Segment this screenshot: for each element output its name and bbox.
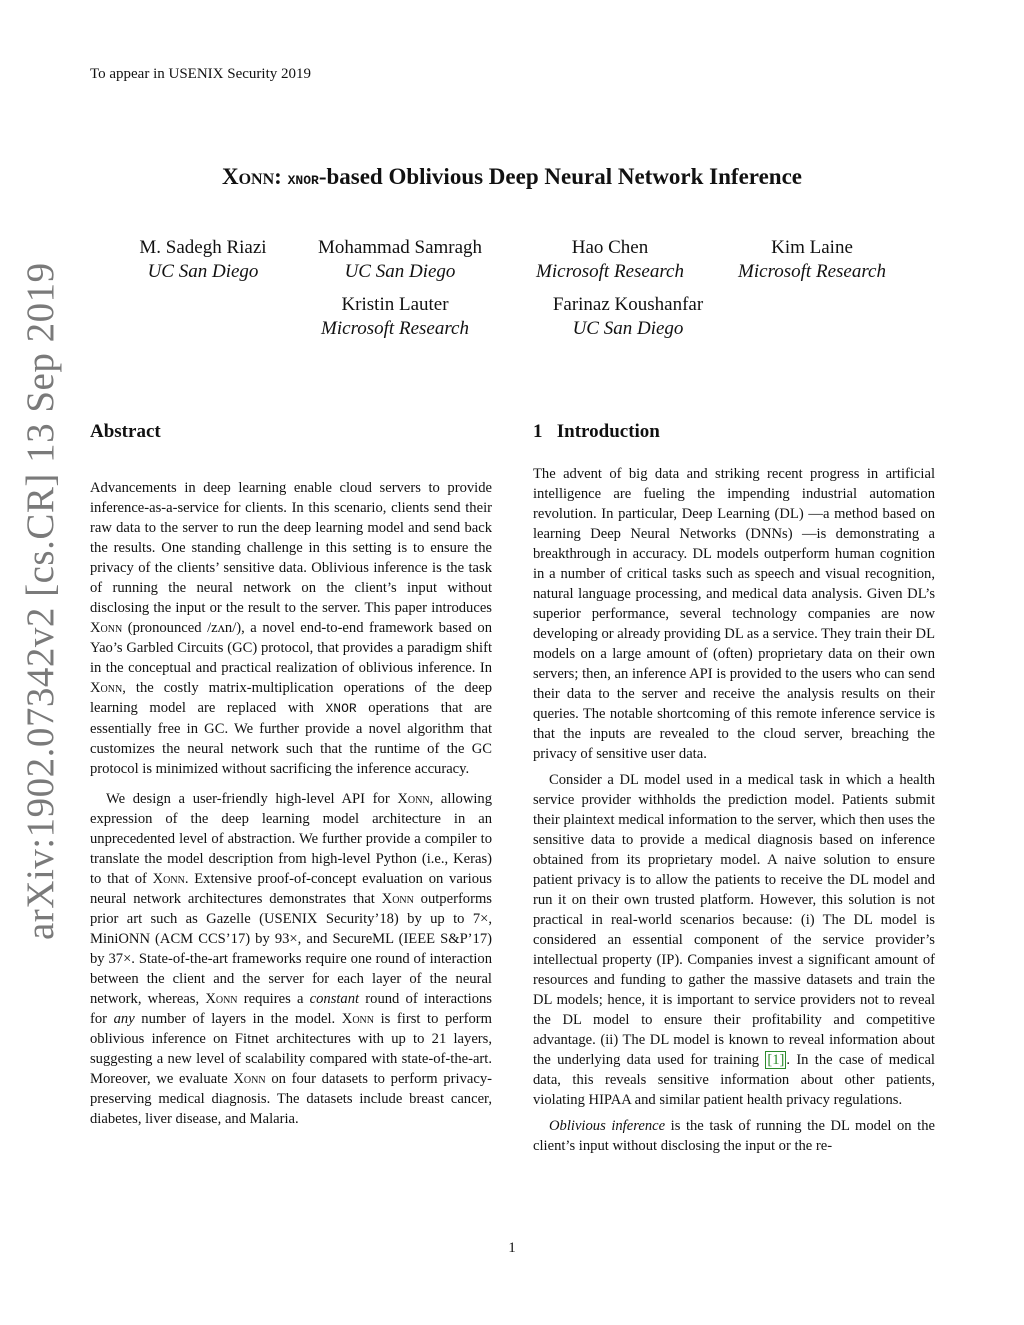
abstract-text: outperforms prior art such as Gazelle (USENIX Security’18) by up to 7×, MiniONN (ACM CCS’17) by 93×, and SecureML (IEEE S&P’17) by 37×. State-of-the-art frameworks require one round of interaction between the client and the server for each layer of the neural network, whereas, (90, 891, 492, 1007)
author-name: Farinaz Koushanfar (552, 294, 704, 315)
system-name: Xonn (152, 871, 185, 887)
paper-title (0, 164, 1024, 190)
intro-text: Consider a DL model used in a medical task in which a health service provider withholds the prediction model. Patients submit their plaintext medical information to the server, which then uses the sensitive data to provide a medical diagnosis based on inference obtained from its proprietary model. A naive solution to ensure patient privacy is to allow the patients to receive the DL model and run it on their own trusted platform. However, this solution is not practical in real-world scenarios because: (i) The DL model is considered an essential component of the service provider’s intellectual property (IP). Companies invest a significant amount of resources and funding to gather the massive datasets and train the DL models; hence, it is important to service providers not to reveal the DL model to ensure their profitability and competitive advantage. (ii) The DL model is known to reveal information about the underlying data used for training (533, 772, 935, 1068)
author-block (300, 236, 500, 284)
author-block (518, 236, 702, 284)
abstract-text: . Extensive proof-of-concept evaluation on various neural network architectures demonstrates that (90, 871, 492, 907)
intro-paragraph: The advent of big data and striking recent progress in artificial intelligence are fueling the impending industrial automation revolution. In particular, Deep Learning (DL) —a method based on learning Deep Neural Networks (DNNs) —is demonstrating a breakthrough in accuracy. DL models outperform human cognition in a number of critical tasks such as speech and visual recognition, natural language processing, and medical data analysis. Given DL’s superior performance, several technology companies are now developing or already providing DL as a service. They train their DL models on a large amount of (often) proprietary data on their own servers; then, an inference API is provided to the users who can send their data to the server and receive the analysis results on their queries. The notable shortcoming of this remote inference service is that the inputs are revealed to the cloud server, breaching the privacy of sensitive user data. (533, 466, 936, 762)
arxiv-stamp: arXiv:1902.07342v2 [cs.CR] 13 Sep 2019 (19, 262, 62, 940)
intro-text: is the task of running the DL model on the client’s input without disclosing the input or the re- (533, 1118, 935, 1154)
venue-note: To appear in USENIX Security 2019 (90, 66, 311, 82)
system-name: Xonn (397, 791, 430, 807)
abstract-paragraph (90, 789, 492, 1129)
title-system-name: Xonn (222, 164, 275, 189)
author-affiliation: UC San Diego (344, 261, 456, 282)
abstract-text: operations that are essentially free in GC. We further provide a novel algorithm that customizes the neural network such that the runtime of the GC protocol is minimized without sacrificing the inference accuracy. (90, 700, 492, 777)
abstract-column (90, 478, 492, 1129)
system-name: Xonn (90, 680, 123, 696)
abstract-text: We design a user-friendly high-level API for (106, 791, 398, 807)
system-name: Xonn (233, 1071, 266, 1087)
emphasis-constant: constant (309, 991, 360, 1007)
citation-link[interactable]: [1] (767, 1052, 785, 1068)
abstract-text: number of layers in the model. (134, 1011, 342, 1027)
system-name: Xonn (341, 1011, 374, 1027)
author-affiliation: Microsoft Research (536, 261, 684, 282)
abstract-text: round of interactions for (90, 991, 492, 1027)
intro-heading-text: Introduction (556, 421, 660, 442)
abstract-text: on four datasets to perform privacy-preserving medical diagnosis. The datasets include breast cancer, diabetes, liver disease, and Malaria. (90, 1071, 492, 1127)
abstract-text: (pronounced /zʌn/), a novel end-to-end framework based on Yao’s Garbled Circuits (GC) protocol, that provides a paradigm shift in the conceptual and practical realization of oblivious inference. In (90, 620, 492, 676)
abstract-text: , the costly matrix-multiplication operations of the deep learning model are replaced with (90, 680, 492, 716)
intro-section-number: 1 (533, 421, 543, 442)
author-name: Mohammad Samragh (317, 237, 483, 258)
system-name: Xonn (381, 891, 414, 907)
abstract-text: , allowing expression of the deep learning model architecture in an unprecedented level of abstraction. We further provide a compiler to translate the model description from high-level Python (i.e., Keras) to that of (90, 791, 493, 887)
intro-text: . In the case of medical data, this reveals sensitive information about other patients, violating HIPAA and similar patient health privacy regulations. (533, 1052, 935, 1108)
author-affiliation: UC San Diego (572, 318, 684, 339)
system-name: Xonn (90, 620, 123, 636)
intro-column (533, 464, 935, 1156)
emphasis-any: any (113, 1011, 135, 1027)
abstract-paragraph (90, 478, 492, 779)
abstract-text: requires a (237, 991, 310, 1007)
author-affiliation: Microsoft Research (321, 318, 469, 339)
title-separator: : (274, 164, 288, 189)
emphasis-term: Oblivious inference (549, 1118, 666, 1134)
author-name: Kim Laine (771, 237, 853, 258)
intro-paragraph (533, 770, 935, 1110)
title-xnor: XNOR (287, 173, 319, 188)
system-name: Xonn (205, 991, 238, 1007)
xnor-term: XNOR (325, 701, 357, 716)
intro-paragraph (533, 1116, 935, 1156)
abstract-text: is first to perform oblivious inference on Fitnet architectures with up to 21 layers, suggesting a new level of scalability compared with state-of-the-art. Moreover, we evaluate (90, 1011, 492, 1087)
author-name: Hao Chen (571, 237, 649, 258)
abstract-heading: Abstract (90, 421, 161, 442)
page-number: 1 (508, 1240, 516, 1256)
abstract-text: Advancements in deep learning enable cloud servers to provide inference-as-a-service for clients. In this scenario, clients send their raw data to the server to run the deep learning model and send back the results. One standing challenge in this setting is to ensure the privacy of the clients’ sensitive data. Oblivious inference is the task of running the neural network on the client’s input without disclosing the input or the result to the server. This paper introduces (90, 480, 492, 616)
author-block (528, 293, 728, 341)
author-block (720, 236, 904, 284)
author-affiliation: UC San Diego (147, 261, 259, 282)
author-name: Kristin Lauter (341, 294, 449, 315)
author-block (120, 236, 286, 284)
author-affiliation: Microsoft Research (738, 261, 886, 282)
intro-heading (533, 421, 660, 443)
author-name: M. Sadegh Riazi (139, 237, 267, 258)
title-rest: -based Oblivious Deep Neural Network Inference (318, 164, 802, 189)
author-block (300, 293, 490, 341)
